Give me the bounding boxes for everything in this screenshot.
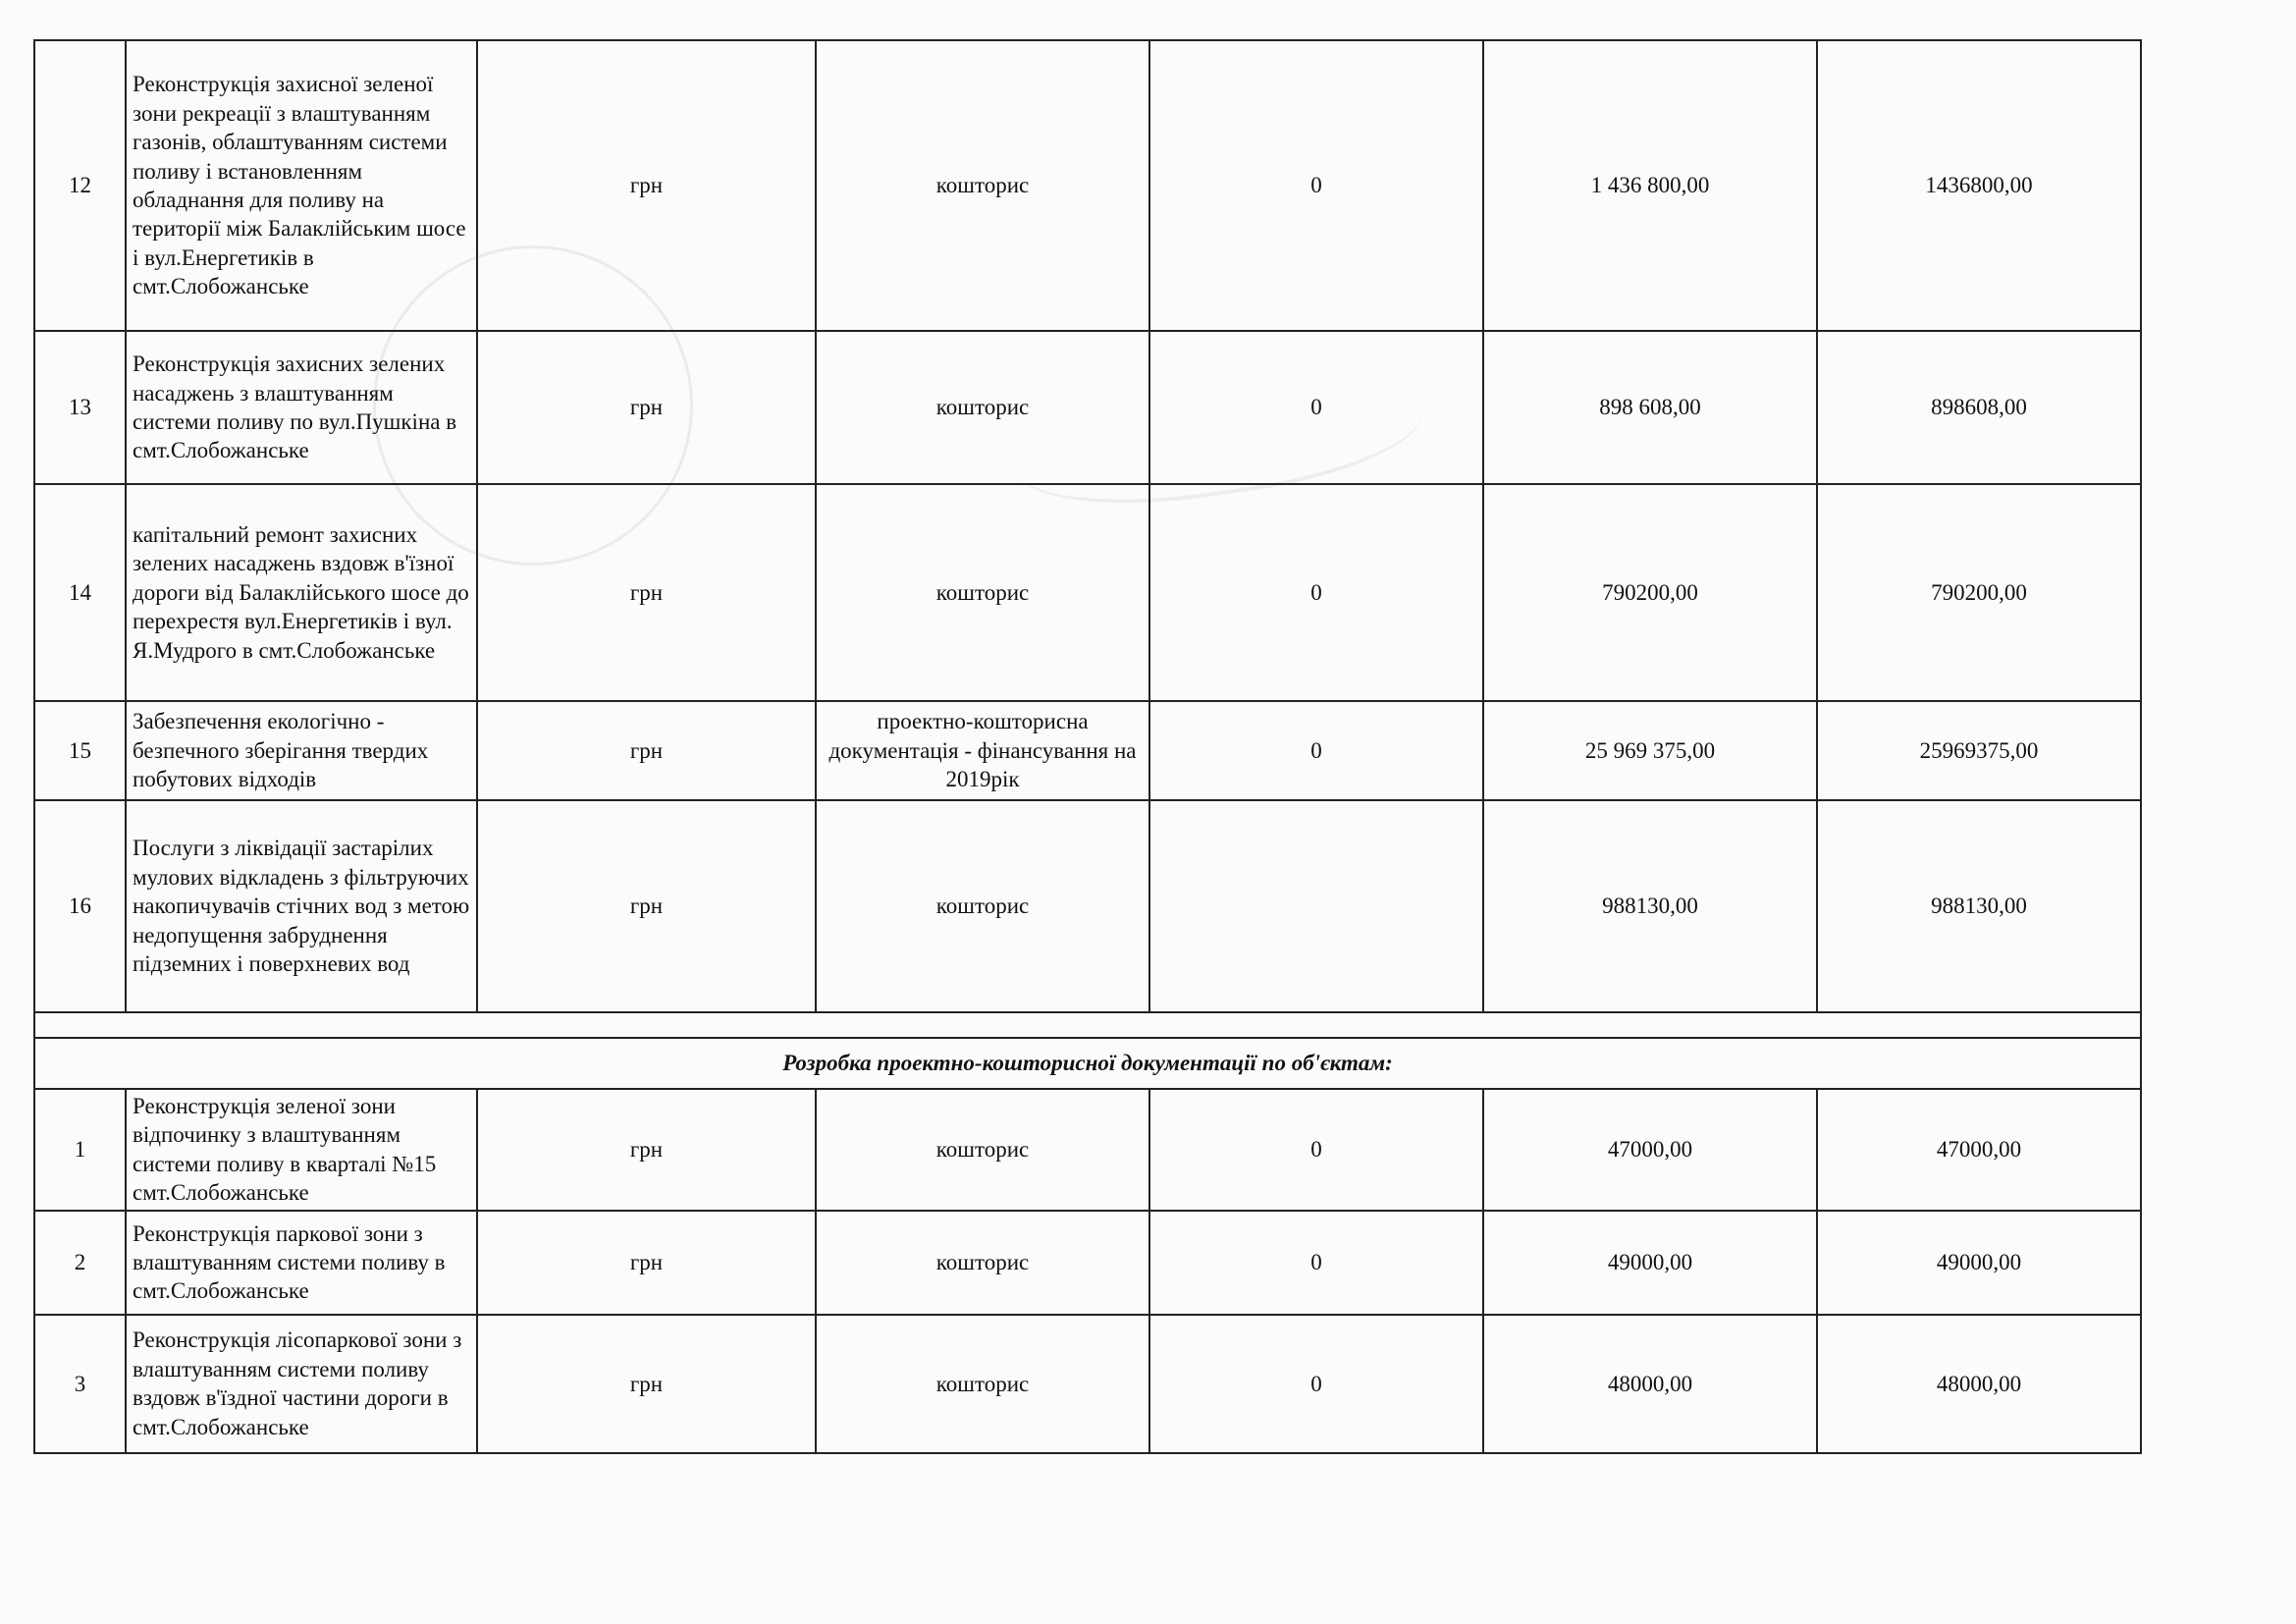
- unit-cell: грн: [477, 331, 816, 484]
- row-number: 12: [34, 40, 126, 331]
- measure-name: капітальний ремонт захисних зелених насаджень вздовж в'їзної дороги від Балаклійського шосе до перехрестя вул.Енергетиків і вул. Я.Мудрого в смт.Слобожанське: [126, 484, 477, 701]
- total-cell: 25969375,00: [1817, 701, 2141, 800]
- prev-value-cell: 0: [1149, 331, 1483, 484]
- section-header-row: [34, 1038, 2141, 1089]
- source-cell: кошторис: [816, 484, 1149, 701]
- row-number: 14: [34, 484, 126, 701]
- prev-value-cell: 0: [1149, 40, 1483, 331]
- program-table: [33, 39, 2142, 1454]
- source-cell: кошторис: [816, 1315, 1149, 1453]
- measure-name: Реконструкція захисних зелених насаджень з влаштуванням системи поливу по вул.Пушкіна в смт.Слобожанське: [126, 331, 477, 484]
- row-number: 3: [34, 1315, 126, 1453]
- amount-cell: 1 436 800,00: [1483, 40, 1817, 331]
- source-cell: кошторис: [816, 800, 1149, 1012]
- unit-cell: грн: [477, 1315, 816, 1453]
- prev-value-cell: 0: [1149, 1089, 1483, 1211]
- unit-cell: грн: [477, 40, 816, 331]
- row-number: 1: [34, 1089, 126, 1211]
- amount-cell: 988130,00: [1483, 800, 1817, 1012]
- source-cell: кошторис: [816, 331, 1149, 484]
- measure-name: Реконструкція захисної зеленої зони рекреації з влаштуванням газонів, облаштуванням системи поливу і встановленням обладнання для поливу на території між Балаклійським шосе і вул.Енергетиків в смт.Слобожанське: [126, 40, 477, 331]
- amount-cell: 790200,00: [1483, 484, 1817, 701]
- row-number: 15: [34, 701, 126, 800]
- source-cell: кошторис: [816, 1211, 1149, 1315]
- section-spacer-row: [34, 1012, 2141, 1038]
- table-row: [34, 1211, 2141, 1315]
- table-row: [34, 1315, 2141, 1453]
- measure-name: Забезпечення екологічно - безпечного зберігання твердих побутових відходів: [126, 701, 477, 800]
- amount-cell: 47000,00: [1483, 1089, 1817, 1211]
- amount-cell: 25 969 375,00: [1483, 701, 1817, 800]
- measure-name: Реконструкція лісопаркової зони з влаштуванням системи поливу вздовж в'їздної частини дороги в смт.Слобожанське: [126, 1315, 477, 1453]
- measure-name: Реконструкція паркової зони з влаштуванням системи поливу в смт.Слобожанське: [126, 1211, 477, 1315]
- amount-cell: 48000,00: [1483, 1315, 1817, 1453]
- row-number: 16: [34, 800, 126, 1012]
- prev-value-cell: 0: [1149, 1315, 1483, 1453]
- unit-cell: грн: [477, 1089, 816, 1211]
- table-row: [34, 1089, 2141, 1211]
- total-cell: 898608,00: [1817, 331, 2141, 484]
- measure-name: Реконструкція зеленої зони відпочинку з влаштуванням системи поливу в кварталі №15 смт.Слобожанське: [126, 1089, 477, 1211]
- unit-cell: грн: [477, 701, 816, 800]
- row-number: 2: [34, 1211, 126, 1315]
- source-cell: кошторис: [816, 1089, 1149, 1211]
- amount-cell: 49000,00: [1483, 1211, 1817, 1315]
- source-cell: проектно-кошторисна документація - фінансування на 2019рік: [816, 701, 1149, 800]
- source-cell: кошторис: [816, 40, 1149, 331]
- unit-cell: грн: [477, 484, 816, 701]
- total-cell: 988130,00: [1817, 800, 2141, 1012]
- section-title: Розробка проектно-кошторисної документації по об'єктам:: [34, 1038, 2141, 1089]
- prev-value-cell: 0: [1149, 484, 1483, 701]
- total-cell: 1436800,00: [1817, 40, 2141, 331]
- document-sheet: [33, 39, 2140, 1454]
- total-cell: 49000,00: [1817, 1211, 2141, 1315]
- total-cell: 48000,00: [1817, 1315, 2141, 1453]
- table-row: [34, 800, 2141, 1012]
- amount-cell: 898 608,00: [1483, 331, 1817, 484]
- table-row: [34, 701, 2141, 800]
- table-row: [34, 331, 2141, 484]
- table-row: [34, 40, 2141, 331]
- measure-name: Послуги з ліквідації застарілих мулових відкладень з фільтруючих накопичувачів стічних вод з метою недопущення забруднення підземних і поверхневих вод: [126, 800, 477, 1012]
- prev-value-cell: 0: [1149, 701, 1483, 800]
- spacer-cell: [34, 1012, 2141, 1038]
- total-cell: 47000,00: [1817, 1089, 2141, 1211]
- unit-cell: грн: [477, 1211, 816, 1315]
- prev-value-cell: [1149, 800, 1483, 1012]
- table-row: [34, 484, 2141, 701]
- row-number: 13: [34, 331, 126, 484]
- unit-cell: грн: [477, 800, 816, 1012]
- prev-value-cell: 0: [1149, 1211, 1483, 1315]
- total-cell: 790200,00: [1817, 484, 2141, 701]
